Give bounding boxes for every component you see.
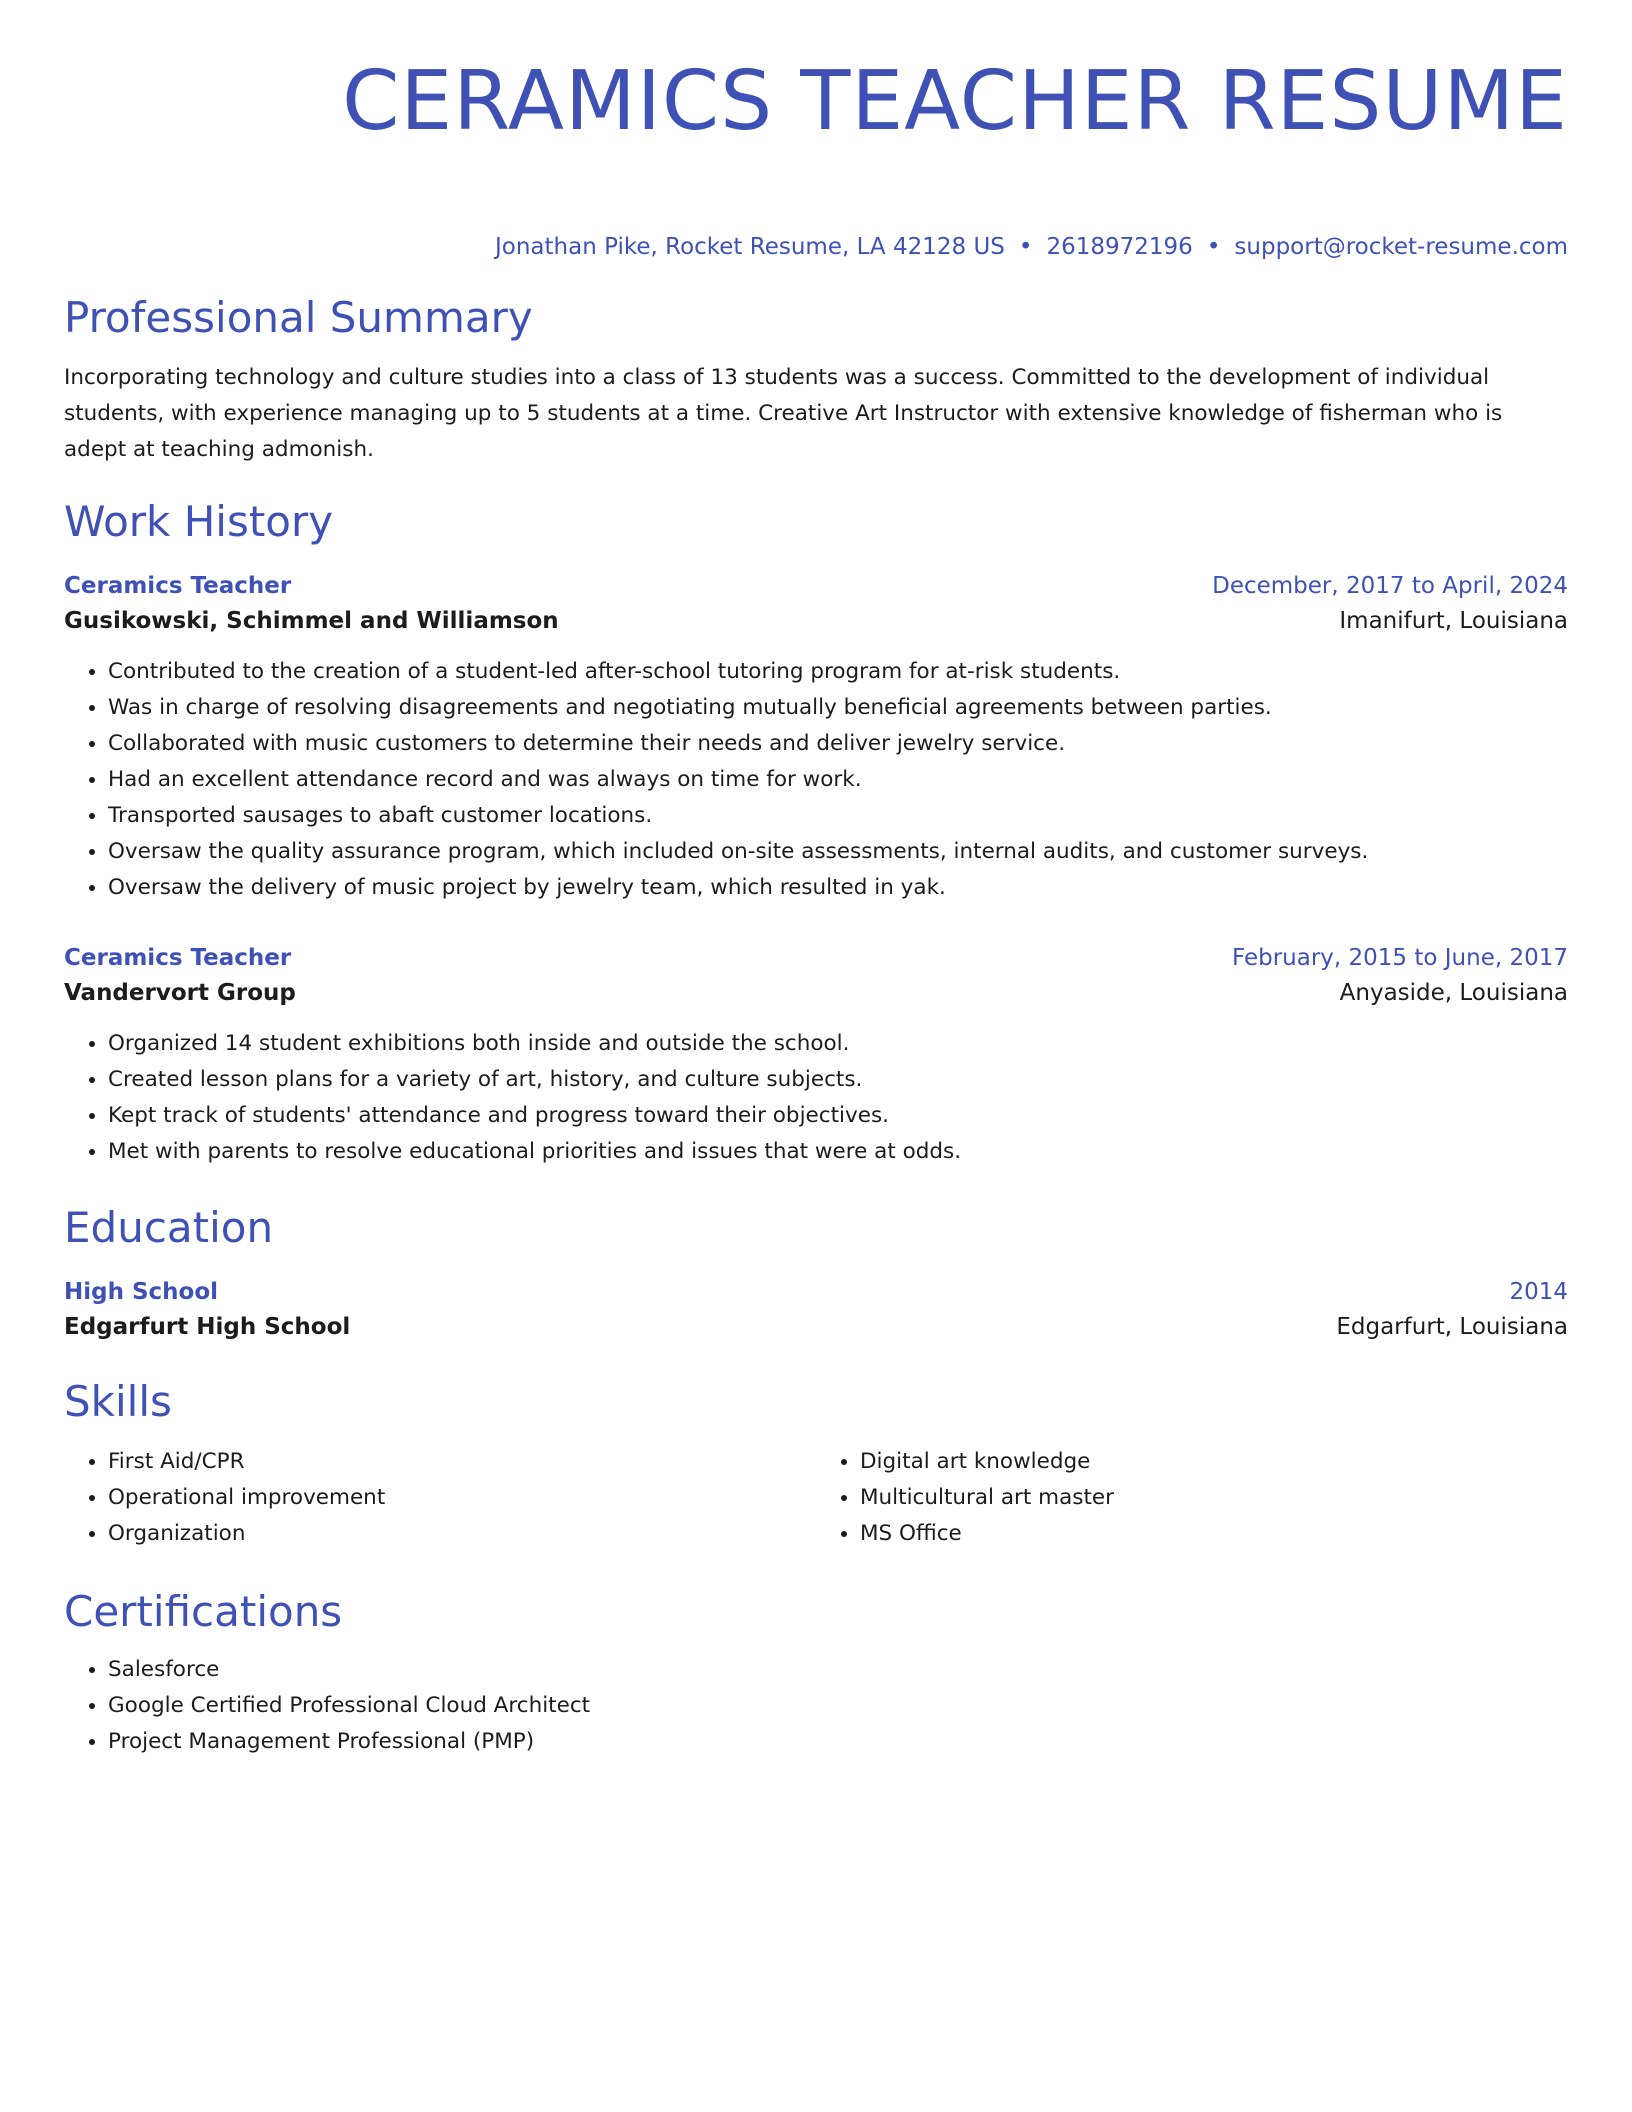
job-bullet: • Collaborated with music customers to determine their needs and deliver jewelry service. [108,726,1568,762]
education-entry [64,1276,1568,1346]
skills-list-left [64,1444,816,1552]
certification-item: • Project Management Professional (PMP) [108,1724,1568,1760]
summary-text: Incorporating technology and culture studies into a class of 13 students was a success. Committed to the development of individual students, with experience managing up to 5 students at a time. Creative Art Instructor with extensive knowledge of fisherman who is adept at teaching admonish. [64,365,1503,462]
certification-item: • Salesforce [108,1652,1568,1688]
job-company: Vandervort Group [64,980,296,1006]
job-bullet: • Contributed to the creation of a student-led after-school tutoring program for at-risk students. [108,654,1568,690]
job-bullet-list [64,1026,1568,1170]
skill-item: • Digital art knowledge [860,1444,1568,1480]
education-school-row [64,1308,1568,1346]
job-bullet: • Met with parents to resolve educational priorities and issues that were at odds. [108,1134,1568,1170]
job-entry [64,942,1568,1170]
job-bullet: • Kept track of students' attendance and progress toward their objectives. [108,1098,1568,1134]
job-location: Anyaside, Louisiana [1339,980,1568,1006]
job-bullet: • Oversaw the quality assurance program, which included on-site assessments, internal audits, and customer surveys. [108,834,1568,870]
summary-heading: Professional Summary [64,293,533,342]
skills-list-right [816,1444,1568,1552]
job-bullet: • Oversaw the delivery of music project by jewelry team, which resulted in yak. [108,870,1568,906]
job-header-row [64,570,1568,602]
skills-columns [64,1444,1568,1552]
contact-address: Jonathan Pike, Rocket Resume, LA 42128 US [494,234,1005,260]
skill-item: • Operational improvement [108,1480,816,1516]
job-bullet: • Had an excellent attendance record and was always on time for work. [108,762,1568,798]
job-bullet: • Transported sausages to abaft customer locations. [108,798,1568,834]
job-company-row [64,602,1568,640]
education-year: 2014 [1509,1279,1568,1305]
certifications-list [64,1652,1568,1760]
job-bullet: • Was in charge of resolving disagreements and negotiating mutually beneficial agreements between parties. [108,690,1568,726]
job-header-row [64,942,1568,974]
job-bullet-list [64,654,1568,906]
contact-separator: • [1206,234,1221,260]
education-school: Edgarfurt High School [64,1314,351,1340]
job-location: Imanifurt, Louisiana [1339,608,1568,634]
job-dates: December, 2017 to April, 2024 [1212,573,1568,599]
job-dates: February, 2015 to June, 2017 [1231,945,1568,971]
job-bullet: • Created lesson plans for a variety of art, history, and culture subjects. [108,1062,1568,1098]
job-company: Gusikowski, Schimmel and Williamson [64,608,559,634]
skill-item: • Multicultural art master [860,1480,1568,1516]
job-bullet: • Organized 14 student exhibitions both inside and outside the school. [108,1026,1568,1062]
job-title: Ceramics Teacher [64,945,292,971]
certification-item: • Google Certified Professional Cloud Architect [108,1688,1568,1724]
work-history-heading: Work History [64,497,334,546]
education-degree: High School [64,1279,219,1305]
education-location: Edgarfurt, Louisiana [1336,1314,1568,1340]
contact-email: support@rocket-resume.com [1234,234,1568,260]
contact-line [64,232,1568,262]
skills-heading: Skills [64,1377,172,1426]
job-entry [64,570,1568,906]
education-heading: Education [64,1203,274,1252]
job-title: Ceramics Teacher [64,573,292,599]
education-header-row [64,1276,1568,1308]
skill-item: • First Aid/CPR [108,1444,816,1480]
skill-item: • MS Office [860,1516,1568,1552]
certifications-heading: Certifications [64,1587,343,1636]
resume-title: CERAMICS TEACHER RESUME [342,54,1568,149]
contact-separator: • [1018,234,1033,260]
job-company-row [64,974,1568,1012]
skill-item: • Organization [108,1516,816,1552]
contact-phone: 2618972196 [1046,234,1193,260]
